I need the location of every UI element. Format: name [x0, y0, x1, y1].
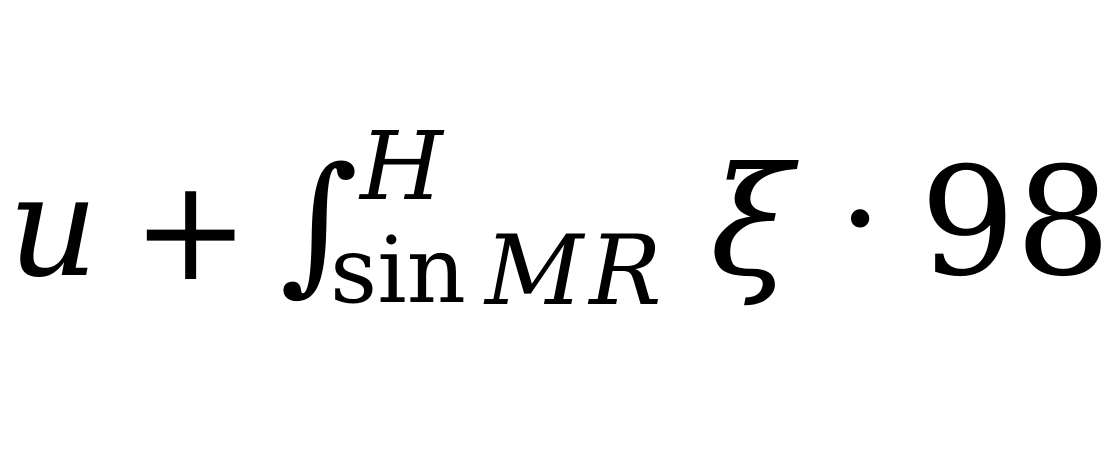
variable-u: u: [8, 146, 99, 309]
constant-number: 98: [920, 136, 1111, 310]
multiplication-dot: ·: [838, 138, 883, 301]
integral-lower-limit-variables: MR: [485, 215, 668, 327]
integral-upper-limit: H: [360, 112, 443, 222]
plus-operator: +: [132, 150, 250, 313]
integral-sign: ∫: [280, 136, 359, 310]
integral-lower-limit-function: sin: [330, 217, 466, 324]
integrand-xi: ξ: [710, 136, 793, 310]
